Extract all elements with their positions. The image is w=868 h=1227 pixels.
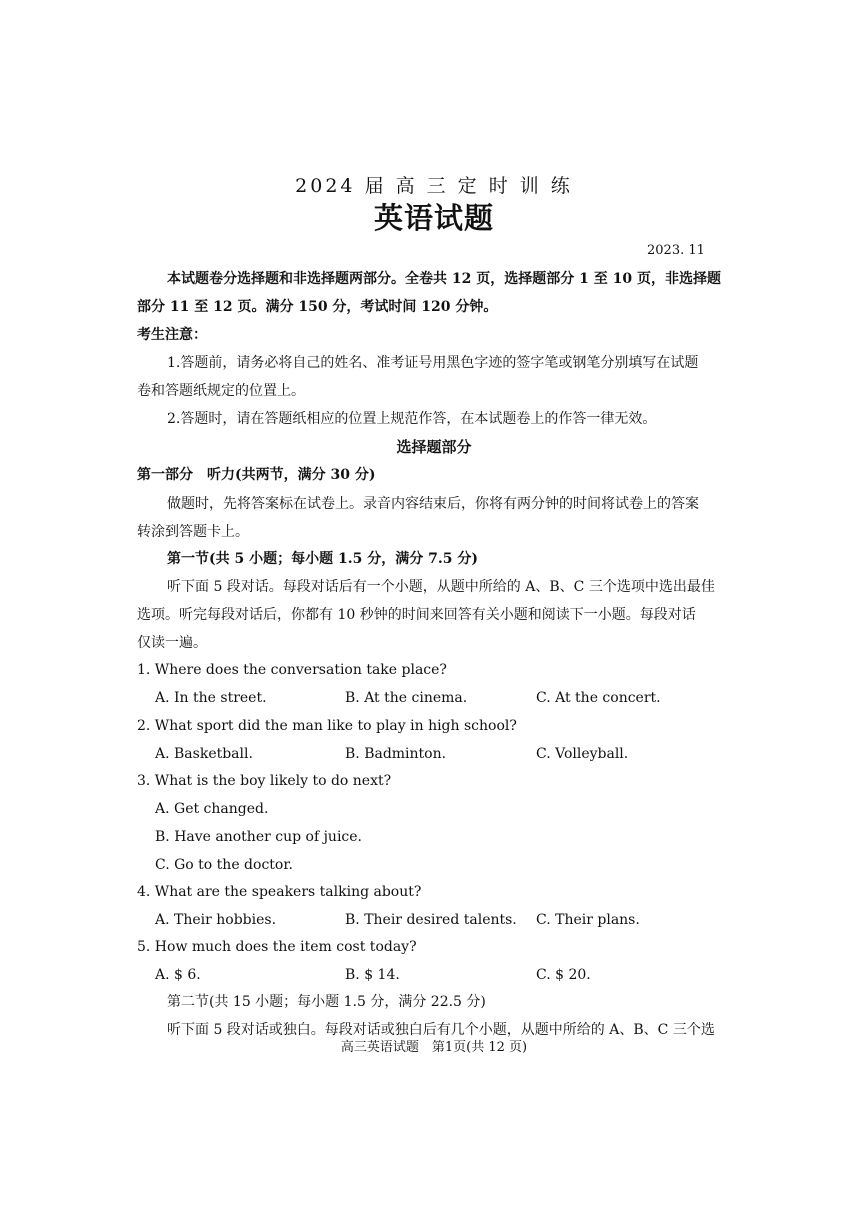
section1-instruction-2: 选项。听完每段对话后，你都有 10 秒钟的时间来回答有关小题和阅读下一小题。每段对话 <box>137 607 696 623</box>
intro-line-1: 本试题卷分选择题和非选择题两部分。全卷共 12 页，选择题部分 1 至 10 页，非选择题 <box>167 271 721 287</box>
question-4-option-b: B. Their desired talents. <box>345 912 517 928</box>
question-1: 1. Where does the conversation take place? <box>137 662 447 678</box>
question-2-option-c: C. Volleyball. <box>536 746 629 762</box>
question-4-option-c: C. Their plans. <box>536 912 640 928</box>
page-footer: 高三英语试题 第1页(共 12 页) <box>340 1040 528 1055</box>
exam-date: 2023. 11 <box>647 243 705 258</box>
part1-instruction-2: 转涂到答题卡上。 <box>137 524 249 540</box>
notice-item-2: 2.答题时，请在答题纸相应的位置上规范作答，在本试题卷上的作答一律无效。 <box>167 411 657 427</box>
intro-line-2: 部分 11 至 12 页。满分 150 分，考试时间 120 分钟。 <box>137 299 498 315</box>
part1-instruction-1: 做题时，先将答案标在试卷上。录音内容结束后，你将有两分钟的时间将试卷上的答案 <box>167 496 699 512</box>
question-3: 3. What is the boy likely to do next? <box>137 773 392 789</box>
question-1-option-a: A. In the street. <box>155 690 267 706</box>
section1-instruction-3: 仅读一遍。 <box>137 635 207 651</box>
part1-heading: 第一部分 听力(共两节，满分 30 分) <box>137 467 376 483</box>
question-3-option-c: C. Go to the doctor. <box>155 857 293 873</box>
notice-item-1-line-2: 卷和答题纸规定的位置上。 <box>137 383 305 399</box>
notice-item-1-line-1: 1.答题前，请务必将自己的姓名、准考证号用黑色字迹的签字笔或钢笔分别填写在试题 <box>167 355 699 371</box>
section1-instruction-1: 听下面 5 段对话。每段对话后有一个小题，从题中所给的 A、B、C 三个选项中选出最佳 <box>167 579 715 595</box>
question-1-option-c: C. At the concert. <box>536 690 661 706</box>
notice-heading: 考生注意： <box>137 327 207 343</box>
question-5: 5. How much does the item cost today? <box>137 939 417 955</box>
question-5-option-b: B. $ 14. <box>345 967 400 983</box>
exam-title: 英语试题 <box>373 201 494 235</box>
section-title: 选择题部分 <box>396 438 472 456</box>
question-5-option-c: C. $ 20. <box>536 967 591 983</box>
section2-heading: 第二节(共 15 小题；每小题 1.5 分，满分 22.5 分) <box>167 994 486 1010</box>
question-4: 4. What are the speakers talking about? <box>137 884 422 900</box>
question-2: 2. What sport did the man like to play in high school? <box>137 718 517 734</box>
question-2-option-a: A. Basketball. <box>155 746 253 762</box>
question-4-option-a: A. Their hobbies. <box>155 912 277 928</box>
question-5-option-a: A. $ 6. <box>155 967 201 983</box>
exam-subtitle: 2024 届 高 三 定 时 训 练 <box>295 175 573 197</box>
question-1-option-b: B. At the cinema. <box>345 690 468 706</box>
question-3-option-a: A. Get changed. <box>155 801 269 817</box>
section2-instruction-1: 听下面 5 段对话或独白。每段对话或独白后有几个小题，从题中所给的 A、B、C 三个选 <box>167 1022 715 1038</box>
section1-heading: 第一节(共 5 小题；每小题 1.5 分，满分 7.5 分) <box>167 551 478 567</box>
question-2-option-b: B. Badminton. <box>345 746 447 762</box>
question-3-option-b: B. Have another cup of juice. <box>155 829 362 845</box>
